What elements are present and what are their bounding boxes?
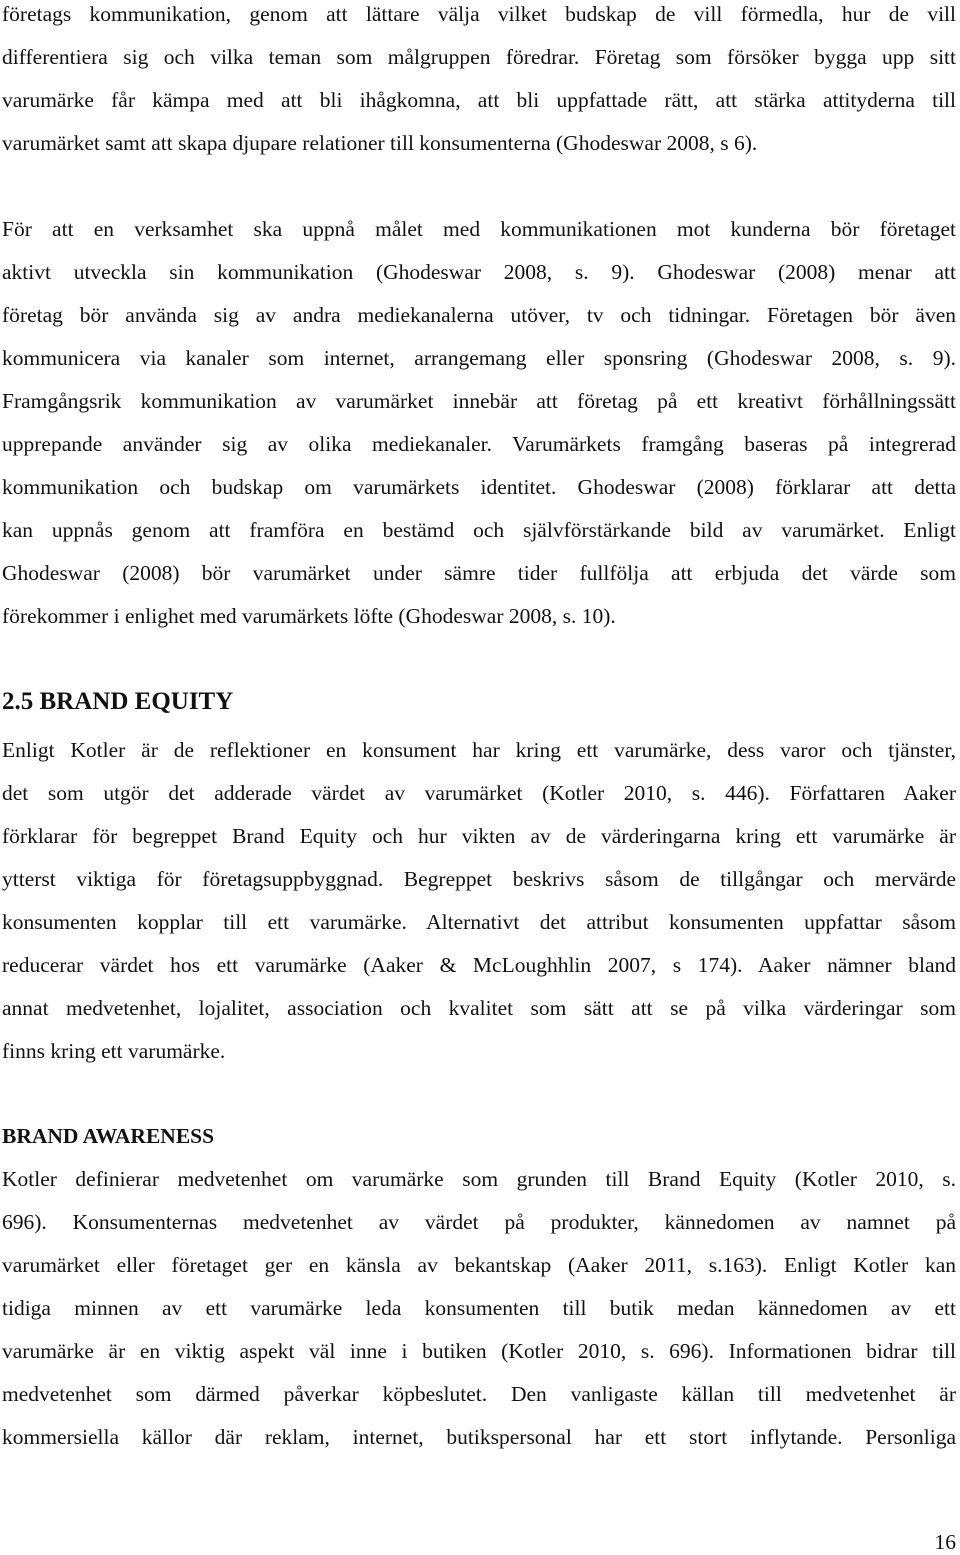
text-line: finns kring ett varumärke. [2,1039,226,1063]
text-line: reducerar värdet hos ett varumärke (Aaker & McLoughhlin 2007, s 174). Aaker nämner bland [2,953,956,977]
text-line: varumärke får kämpa med att bli ihågkomna, att bli uppfattade rätt, att stärka attityderna till [2,88,956,112]
text-line: medvetenhet som därmed påverkar köpbeslutet. Den vanligaste källan till medvetenhet är [2,1382,956,1406]
text-line: kommunikation och budskap om varumärkets identitet. Ghodeswar (2008) förklarar att detta [2,475,956,499]
text-line: Enligt Kotler är de reflektioner en konsument har kring ett varumärke, dess varor och tjänster, [2,738,956,762]
text-line: differentiera sig och vilka teman som målgruppen föredrar. Företag som försöker bygga upp sitt [2,45,956,69]
text-line: Kotler definierar medvetenhet om varumärke som grunden till Brand Equity (Kotler 2010, s. [2,1167,956,1191]
text-line: 696). Konsumenternas medvetenhet av värdet på produkter, kännedomen av namnet på [2,1210,956,1234]
text-line: varumärke är en viktig aspekt väl inne i butiken (Kotler 2010, s. 696). Informationen bidrar till [2,1339,956,1363]
text-line: Ghodeswar (2008) bör varumärket under sämre tider fullfölja att erbjuda det värde som [2,561,956,585]
text-line: kommunicera via kanaler som internet, arrangemang eller sponsring (Ghodeswar 2008, s. 9). [2,346,956,370]
text-line: För att en verksamhet ska uppnå målet med kommunikationen mot kunderna bör företaget [2,217,956,241]
page-number: 16 [934,1530,956,1554]
subsection-heading: BRAND AWARENESS [2,1124,215,1148]
text-line: annat medvetenhet, lojalitet, association och kvalitet som sätt att se på vilka värderingar som [2,996,956,1020]
text-line: företags kommunikation, genom att lättare välja vilket budskap de vill förmedla, hur de vill [2,2,956,26]
text-line: varumärket samt att skapa djupare relationer till konsumenterna (Ghodeswar 2008, s 6). [2,131,758,155]
text-line: företag bör använda sig av andra mediekanalerna utöver, tv och tidningar. Företagen bör även [2,303,956,327]
text-line: kan uppnås genom att framföra en bestämd och självförstärkande bild av varumärket. Enligt [2,518,956,542]
section-heading: 2.5 BRAND EQUITY [2,688,234,715]
text-line: varumärket eller företaget ger en känsla av bekantskap (Aaker 2011, s.163). Enligt Kotler kan [2,1253,956,1277]
text-line: aktivt utveckla sin kommunikation (Ghodeswar 2008, s. 9). Ghodeswar (2008) menar att [2,260,956,284]
text-line: kommersiella källor där reklam, internet, butikspersonal har ett stort inflytande. Personliga [2,1425,956,1449]
text-line: förklarar för begreppet Brand Equity och hur vikten av de värderingarna kring ett varumärke är [2,824,956,848]
text-line: ytterst viktiga för företagsuppbyggnad. Begreppet beskrivs såsom de tillgångar och mervärde [2,867,956,891]
text-line: det som utgör det adderade värdet av varumärket (Kotler 2010, s. 446). Författaren Aaker [2,781,956,805]
text-line: tidiga minnen av ett varumärke leda konsumenten till butik medan kännedomen av ett [2,1296,956,1320]
text-line: förekommer i enlighet med varumärkets löfte (Ghodeswar 2008, s. 10). [2,604,616,628]
text-line: upprepande använder sig av olika mediekanaler. Varumärkets framgång baseras på integrerad [2,432,956,456]
text-line: Framgångsrik kommunikation av varumärket innebär att företag på ett kreativt förhållningssätt [2,389,956,413]
text-line: konsumenten kopplar till ett varumärke. Alternativt det attribut konsumenten uppfattar såsom [2,910,956,934]
